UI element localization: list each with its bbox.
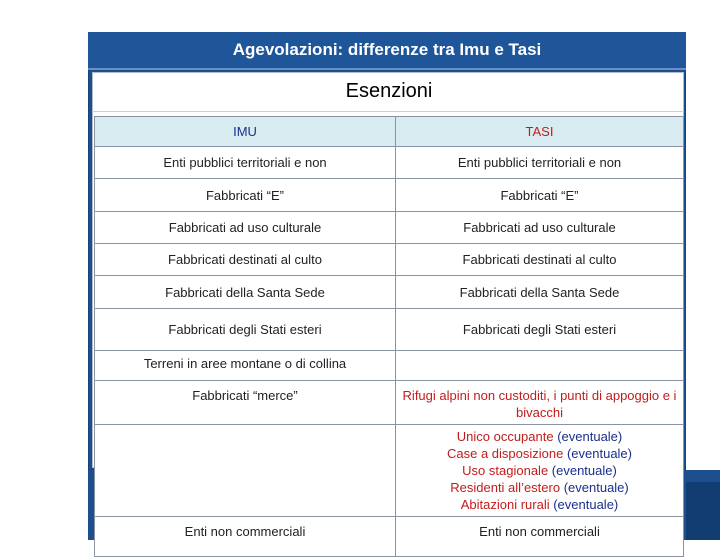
table-row [95, 244, 684, 276]
tasi-line [400, 479, 679, 496]
imu-cell: Fabbricati della Santa Sede [95, 276, 396, 309]
column-header-imu: IMU [95, 117, 396, 147]
tasi-line [400, 428, 679, 445]
table-row [95, 212, 684, 244]
imu-cell: Fabbricati destinati al culto [95, 244, 396, 276]
table-row [95, 276, 684, 309]
slide-footer-accent [686, 482, 720, 540]
imu-cell: Fabbricati degli Stati esteri [95, 309, 396, 351]
tasi-cell: Fabbricati ad uso culturale [396, 212, 684, 244]
tasi-line-note: (eventuale) [548, 463, 617, 478]
slide-title: Agevolazioni: differenze tra Imu e Tasi [232, 40, 542, 59]
tasi-cell: Fabbricati “E” [396, 179, 684, 212]
tasi-cell: Rifugi alpini non custoditi, i punti di appoggio e i bivacchi [396, 381, 684, 425]
tasi-line [400, 462, 679, 479]
table-row [95, 517, 684, 557]
imu-cell: Terreni in aree montane o di collina [95, 351, 396, 381]
slide-title-bar [88, 32, 686, 70]
table-row [95, 425, 684, 517]
table-row [95, 309, 684, 351]
tasi-cell: Fabbricati destinati al culto [396, 244, 684, 276]
tasi-line-text: Uso stagionale [462, 463, 549, 478]
tasi-line [400, 445, 679, 462]
column-header-tasi: TASI [396, 117, 684, 147]
table-row [95, 351, 684, 381]
tasi-line-text: Unico occupante [456, 429, 554, 444]
tasi-cell: Enti non commerciali [396, 517, 684, 557]
imu-cell: Fabbricati “merce” [95, 381, 396, 425]
tasi-line [400, 496, 679, 513]
tasi-line-text: Residenti all’estero [450, 480, 561, 495]
tasi-cell: Fabbricati degli Stati esteri [396, 309, 684, 351]
exemptions-table [94, 116, 684, 557]
tasi-line-note: (eventuale) [553, 429, 623, 444]
imu-cell: Enti non commerciali [95, 517, 396, 557]
table-header-row [95, 117, 684, 147]
table-row [95, 147, 684, 179]
tasi-line-note: (eventuale) [549, 497, 619, 512]
section-heading: Esenzioni [345, 80, 433, 102]
tasi-line-text: Abitazioni rurali [460, 497, 550, 512]
section-divider [92, 111, 684, 112]
tasi-cell: Fabbricati della Santa Sede [396, 276, 684, 309]
tasi-line-text: Case a disposizione [446, 446, 564, 461]
imu-cell: Enti pubblici territoriali e non [95, 147, 396, 179]
imu-cell: Fabbricati “E” [95, 179, 396, 212]
tasi-line-note: (eventuale) [563, 446, 632, 461]
tasi-line-note: (eventuale) [560, 480, 629, 495]
tasi-cell [396, 425, 684, 517]
tasi-cell: Enti pubblici territoriali e non [396, 147, 684, 179]
imu-cell: Fabbricati ad uso culturale [95, 212, 396, 244]
table-row [95, 179, 684, 212]
imu-cell [95, 425, 396, 517]
tasi-cell [396, 351, 684, 381]
table-row [95, 381, 684, 425]
